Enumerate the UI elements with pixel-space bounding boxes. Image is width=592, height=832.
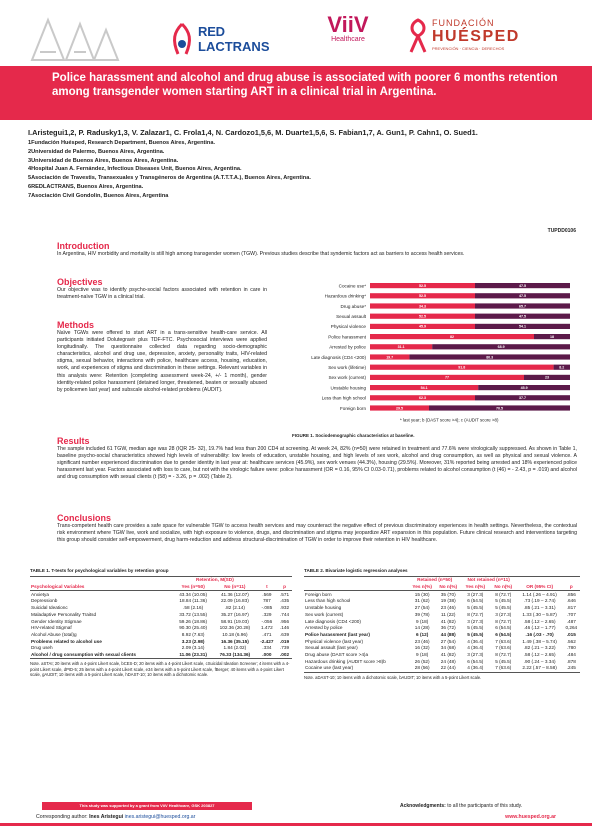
table-cell: 8.92 (7.63): [181, 631, 205, 637]
table-row: [30, 638, 292, 645]
table-cell: 5 (45.5): [495, 598, 512, 604]
table-cell: 44 (88): [440, 631, 456, 637]
table-cell: 2.09 (3.14): [181, 645, 205, 651]
table-cell: 41 (82): [440, 651, 456, 657]
corresponding-label: Corresponding author:: [36, 814, 88, 820]
table-row: [30, 625, 292, 632]
ribbon-icon: [408, 18, 428, 54]
category-label: Sex work (current): [328, 375, 366, 381]
affiliation: 5Asociación de Travestis, Transexuales y Transgéneros de Argentina (A.T.T.T.A.), Buenos Aires, Argentina.: [28, 175, 311, 182]
table-cell: 5 (45.5): [467, 605, 484, 611]
table-cell: .856: [566, 591, 576, 597]
data-label: 91.8: [458, 365, 466, 370]
table-2-grid: [304, 576, 580, 673]
table-header: OR (95% CI): [517, 584, 563, 591]
redlactrans-line2: LACTRANS: [198, 39, 270, 54]
table-cell: 24 (48): [440, 658, 456, 664]
table-row: [30, 618, 292, 625]
table-cell: 35 (70): [440, 591, 456, 597]
table-title: TABLE 2. Bivariate logistic regression analyses: [304, 568, 408, 573]
data-label: 52.5: [419, 283, 426, 288]
data-label: 82: [450, 334, 454, 339]
table-cell: 5 (45.5): [467, 625, 484, 631]
table-cell: 4 (36.4): [467, 645, 484, 651]
data-label: 37.7: [519, 396, 526, 401]
section-heading: Introduction: [57, 241, 110, 251]
row-label: Alcohol / drug consumption with sexual clients: [30, 652, 173, 659]
table-cell: .58 (2.16): [183, 605, 204, 611]
table-cell: 0,264: [565, 625, 578, 631]
table-cell: 90.30 (25.40): [179, 625, 208, 631]
huesped-fund: FUNDACIÓN: [432, 18, 495, 28]
table-cell: 58.91 (19.03): [220, 618, 249, 624]
table-header: Psychological Variables: [30, 584, 173, 591]
row-label: Unstable housing: [305, 605, 342, 611]
section-text: Naïve TGWs were offered to start ART in a trans-sensitive health-care service. All participants initiated Dolutegravir plus TDF-FTC. Psychosocial interviews were applied longitudinally. The questionnaire collected data regarding socio-demographic characteristics, alcohol and drug use, depression, anxiety, personality traits, HIV-related stigma, sexual behavior, interactions with police, healthcare access, housing, education, work, and experiences of stigma and discrimination in these settings. Relevant variables in this analysis were: Retention (completing assessment week-24, +/- 1 month), gender identity-related police harassment (detained longer, threatened, beaten or sexually abused by policemen last year) and subscale alcohol-related problems (AUDIT).: [57, 330, 267, 393]
table-cell: .73 (.19 – 2.74): [523, 598, 556, 604]
row-label: Late diagnosis (CD4 <200): [305, 618, 361, 624]
table-cell: .245: [563, 665, 580, 672]
introduction-section: [57, 241, 577, 258]
table-row: [304, 638, 580, 645]
table-cell: 1.49 (.38 – 5.74): [522, 638, 557, 644]
table-row: [304, 605, 580, 612]
table-row: [304, 652, 580, 659]
table-cell: .739: [279, 645, 290, 651]
data-label: 47.5: [519, 314, 526, 319]
viiv-wordmark: ViiV: [327, 12, 369, 37]
table-cell: .015: [566, 631, 576, 637]
table-row: [304, 645, 580, 652]
table-cell: 26 (52): [414, 658, 430, 664]
category-label: Foreign born: [339, 405, 366, 411]
affiliation: 7Asociación Civil Gondolin, Buenos Aires, Argentina: [28, 192, 169, 199]
table-cell: .571: [279, 591, 290, 597]
table-cell: 2.22 (.57 – 8.58): [517, 665, 563, 672]
table-cell: 8 (72.7): [495, 591, 512, 597]
table-row: [304, 632, 580, 639]
data-label: 62.3: [419, 396, 426, 401]
category-label: Late diagnosis (CD4 <200): [311, 354, 366, 360]
data-label: 29.5: [396, 406, 403, 411]
table-cell: .019: [279, 638, 290, 644]
category-label: Drug abuse*: [340, 303, 366, 309]
table-header: [304, 577, 409, 584]
website-link[interactable]: www.huesped.org.ar: [505, 814, 556, 820]
table-cell: 9 (18): [416, 651, 429, 657]
results-section: [57, 436, 577, 481]
table-cell: .956: [279, 618, 290, 624]
footer: [36, 814, 556, 820]
table-header: [257, 577, 277, 584]
table-cell: 10.18 (6.96): [222, 631, 248, 637]
data-label: 45.9: [419, 324, 426, 329]
section-text: Our objective was to identify psycho-social factors associated with retention in care in treatment-naïve TGW in a clinical trial.: [57, 287, 267, 301]
bottom-rule: [0, 823, 592, 826]
category-label: Police harassment: [328, 334, 366, 340]
table-cell: .146: [279, 625, 290, 631]
category-label: Unstable housing: [330, 385, 366, 391]
table-cell: 3.23 (2.98): [181, 638, 205, 644]
author-names: I.Aristegui1,2, P. Radusky1,3, V. Zalazar1, C. Frola1,4, N. Cardozo1,5,6, M. Duarte1,5,6, S. Fabian1,7, A. Gun1, P. Cahn1, O. Sued1.: [28, 128, 478, 137]
table-cell: 33.72 (13.55): [179, 611, 208, 617]
table-cell: .932: [279, 605, 290, 611]
ack-label: Acknowledgments:: [400, 803, 446, 809]
table-header: [304, 584, 409, 591]
table-cell: -2.427: [260, 638, 274, 644]
table-cell: 27 (54): [414, 605, 430, 611]
data-label: 68.9: [497, 345, 505, 350]
table-cell: 14 (28): [414, 625, 430, 631]
table-header: No n(%): [490, 584, 517, 591]
data-label: 77: [445, 375, 449, 380]
table-cell: 8 (72.7): [495, 618, 512, 624]
row-label: Sex work (current): [305, 611, 344, 617]
row-label: Suicidal Ideationc: [31, 605, 68, 611]
table-cell: 43.34 (10.05): [179, 591, 208, 597]
row-label: Arrested by police: [305, 625, 343, 631]
table-cell: 4 (36.4): [467, 638, 484, 644]
table-cell: .562: [566, 638, 576, 644]
huesped-main: HUÉSPED: [432, 28, 520, 45]
table-row: [304, 598, 580, 605]
table-cell: .85 (.21 – 3.31): [523, 605, 556, 611]
row-label: Problems related to alcohol use: [31, 638, 102, 644]
row-label: Maladaptive Personality Traitsd: [31, 611, 97, 617]
row-label: Depressionb: [31, 598, 58, 604]
table-cell: 5 (45.5): [467, 631, 484, 637]
row-label: Drug useh: [31, 645, 53, 651]
stacked-bar-chart: [272, 279, 580, 433]
table-cell: 3 (27.3): [495, 611, 512, 617]
acknowledgments: [400, 803, 522, 809]
table-cell: .878: [566, 658, 576, 664]
affiliation: 4Hospital Juan A. Fernández, Infectious Diseases Unit, Buenos Aires, Argentina.: [28, 166, 242, 173]
table-row: [30, 605, 292, 612]
table-row: [304, 591, 580, 598]
table-header: p: [563, 584, 580, 591]
data-label: 8.2: [559, 365, 565, 370]
table-cell: 1.84 (2.02): [223, 645, 247, 651]
table-header: [517, 577, 563, 584]
table-cell: .744: [279, 611, 290, 617]
table-cell: .707: [566, 611, 576, 617]
row-label: Police harassment (last year): [305, 631, 370, 637]
table-cell: 34 (68): [440, 645, 456, 651]
table-cell: .817: [566, 605, 576, 611]
data-label: 34.3: [419, 304, 426, 309]
category-label: Arrested by police: [329, 344, 366, 350]
table-header: No n(%): [436, 584, 461, 591]
data-label: 31.1: [397, 345, 405, 350]
table-header: Retention, M(SD): [173, 577, 256, 584]
table-cell: 102.36 (20.28): [219, 625, 251, 631]
table-cell: 35.27 (16.97): [220, 611, 249, 617]
poster-title: Police harassment and alcohol and drug abuse is associated with poorer 6 months retention among transgender women starting ART in a clinical trial in Argentina.: [52, 72, 558, 98]
table-cell: 6 (54.5): [495, 631, 512, 637]
table-cell: 41.36 (12.07): [220, 591, 249, 597]
viiv-sub: Healthcare: [331, 36, 365, 43]
table-cell: .16 (.03 - .70): [525, 631, 554, 637]
data-label: 47.5: [519, 294, 526, 299]
conclusions-section: [57, 513, 577, 544]
table-cell: 6 (54.5): [467, 598, 484, 604]
table-header: [30, 577, 173, 584]
table-header: Yes n(%): [461, 584, 490, 591]
table-cell: .329: [262, 611, 272, 617]
table-cell: 16.36 (35.15): [220, 638, 249, 644]
table-cell: 5 (45.5): [495, 605, 512, 611]
table-cell: 76.33 (134.36): [213, 652, 256, 659]
table-header: Yes (n=50): [173, 584, 213, 591]
ias-aids-logo: [26, 12, 124, 64]
table-cell: 15 (30): [414, 591, 430, 597]
table-cell: .639: [279, 631, 290, 637]
table-note: Note. aSTAI; 20 items with a 4-point Likert scale, bCES-D; 20 items with a 4-point Likert scale, cSuicidal Ideation Screener; 4 items with a 4-point Likert scale, dPID-5; 25 items with a 4-point Likert scale, e34 items with a 5-point Likert scale, fBerger; 40 items with a 4-point Likert scale, gAUDIT; 10 items with a 5-point Likert scale, hDAST-10; 10 items with a dichotomic scale.: [30, 661, 290, 678]
data-label: 47.5: [519, 283, 526, 288]
table-row: [304, 611, 580, 618]
table-cell: 8 (72.7): [495, 651, 512, 657]
category-label: Cocaine use*: [338, 283, 366, 289]
row-label: Hazardous drinking (AUDIT score >8)b: [305, 658, 386, 664]
table-cell: 18.84 (11.36): [179, 598, 207, 604]
ack-text: to all the participants of this study.: [447, 803, 523, 809]
category-label: Sexual assault: [336, 314, 366, 319]
table-row: [30, 632, 292, 639]
section-text: Trans-competent health care provides a safe space for vulnerable TGW to access health services and may counteract the negative effect of previous discriminatory experiences in health settings. Nevertheless, the contextual risk environment where TGW live, work and socialize, with high exposure to violence, drugs, and discrimination and stigma may jeopardize ART expansion in this population. Future clinical research and interventions targeting this group should consider self-empowerment, drug harm-reduction and address structural-discrimination of TGW in order to improve their retention in HIV healthcare.: [57, 523, 577, 544]
category-label: Sex work (lifetime): [328, 365, 366, 370]
table-cell: 9 (18): [416, 618, 429, 624]
chart-legend: * last year; b (DAST score >4); c (AUDIT score >8): [400, 417, 499, 423]
table-cell: 11.06 (23.31): [173, 652, 213, 659]
table-cell: 11 (22): [440, 611, 456, 617]
data-label: 23: [545, 375, 549, 380]
table-cell: .780: [566, 645, 576, 651]
row-label: Less than high school: [305, 598, 351, 604]
figure-1-chart: [272, 279, 580, 439]
table-row: [30, 598, 292, 605]
data-label: 54.1: [420, 385, 428, 390]
data-label: 19.7: [386, 355, 394, 360]
table-row: [30, 591, 292, 598]
category-label: Hazardous drinking*: [324, 293, 366, 299]
objectives-section: [57, 277, 267, 301]
data-label: 45.9: [520, 385, 528, 390]
poster-code: TUPDD0106: [547, 228, 576, 234]
table-cell: 19 (38): [440, 598, 456, 604]
table-cell: .82 (.21 – 3.22): [523, 645, 556, 651]
table-cell: .90 (.24 – 3.34): [523, 658, 556, 664]
table-cell: 16 (32): [414, 645, 430, 651]
data-label: 54.1: [519, 324, 526, 329]
data-label: 80.3: [486, 355, 494, 360]
table-cell: .334: [262, 645, 272, 651]
table-row: [304, 625, 580, 632]
table-cell: 4 (36.4): [461, 665, 490, 672]
table-cell: .569: [262, 591, 272, 597]
table-cell: 1.33 (.30 – 5.87): [522, 611, 557, 617]
row-label: Sexual assault (last year): [305, 645, 358, 651]
table-cell: 7 (63.6): [495, 638, 512, 644]
table-cell: 36 (72): [440, 625, 456, 631]
data-label: 52.5: [419, 294, 426, 299]
table-cell: 39 (78): [414, 611, 430, 617]
table-cell: 23 (46): [414, 638, 430, 644]
table-header: t: [257, 584, 277, 591]
title-banner: [0, 66, 592, 120]
table-header: No (n=11): [213, 584, 256, 591]
section-heading: Methods: [57, 320, 94, 330]
table-cell: 59.26 (18.86): [179, 618, 208, 624]
table-note: Note. aDAST-10; 10 items with a dichotomic scale, bAUDIT; 10 items with a 5-point Likert scale.: [304, 674, 482, 680]
table-cell: 6 (54.5): [467, 658, 484, 664]
table-cell: .82 (2.14): [224, 605, 245, 611]
table-title: TABLE 1. T-tests for psychological variables by retention group: [30, 568, 169, 573]
table-cell: 3 (27.3): [467, 651, 484, 657]
viiv-logo: [318, 14, 378, 62]
table-row: [30, 652, 292, 659]
row-label: HIV-related Stigmaf: [31, 625, 72, 631]
table-cell: .646: [566, 598, 576, 604]
data-label: 65.7: [519, 304, 526, 309]
table-cell: 28 (56): [409, 665, 436, 672]
methods-section: [57, 320, 267, 394]
table-cell: 8 (72.7): [467, 611, 484, 617]
table-2: [304, 568, 580, 680]
table-cell: -.056: [261, 618, 273, 624]
authors-block: [28, 128, 580, 201]
table-cell: 3 (27.3): [467, 591, 484, 597]
redlactrans-line1: RED: [198, 24, 225, 39]
table-cell: 3 (27.3): [467, 618, 484, 624]
table-cell: 1.14 (.26 – 4.91): [522, 591, 557, 597]
table-cell: 27 (54): [440, 638, 456, 644]
table-cell: 5 (45.5): [495, 658, 512, 664]
table-row: [30, 645, 292, 652]
support-bar: This study was supported by a grant from ViiV Healthcare, GSK 203827: [42, 802, 252, 810]
table-row: [304, 665, 580, 672]
table-header: [277, 577, 292, 584]
table-header: Not retained (n=11): [461, 577, 517, 584]
table-cell: .58 (.12 – 2.65): [523, 651, 556, 657]
row-label: Gender Identity Stigmae: [31, 618, 82, 624]
table-cell: .58 (.12 – 2.65): [523, 618, 556, 624]
table-cell: .002: [277, 652, 292, 659]
table-cell: .471: [262, 631, 272, 637]
affiliation: 2Universidad de Palermo, Buenos Aires, Argentina.: [28, 148, 165, 155]
section-text: The sample included 61 TGW, median age was 28 (IQR 25- 32), 19.7% had less than 200 CD4 at screening. At week 24, 82% (n=50) were retained in treatment and 77.6% were virologically suppressed. As shown in Table 1, baseline psycho-social characteristics showed high levels of vulnerability: low levels of education, unstable housing, and high levels of sex work, alcohol and drug consumption, as well as physical and sexual violence. A significant number experienced discrimination due to gender identity in last year at: healthcare services (45.9%), sex work venues (44.3%), housing (29.5%). Moreover, 31% reported being arrested and 18% experienced police harassment last year. Factors associated with loss to care, but not with the virologic failure were: police harassment (OR = 0.16, 95% CI 0.03-0.71), problems related to alcohol consumption (t (46) = - 2.43, p = .019) and alcohol and drug consumption with sexual clients (t (58) = - 3.26, p = .002) (Table 2).: [57, 446, 577, 481]
table-row: [304, 618, 580, 625]
affiliation: 3Universidad de Buenos Aires, Buenos Aires, Argentina.: [28, 157, 179, 164]
table-cell: .000: [257, 652, 277, 659]
table-cell: 6 (12): [416, 631, 429, 637]
data-label: 52.5: [419, 314, 426, 319]
table-cell: 6 (54.5): [495, 625, 512, 631]
logo-bar: [0, 8, 592, 66]
section-text: In Argentina, HIV morbidity and mortality is still high among transgender women (TGW). Previous studies describe that syndemic factors act as barriers to access health services.: [57, 251, 465, 257]
table-cell: 22.09 (16.83): [220, 598, 249, 604]
row-label: Drug abuse (DAST score >4)a: [305, 651, 369, 657]
category-label: Less than high school: [321, 395, 366, 401]
affiliation: 1Fundación Huésped, Research Department, Buenos Aires, Argentina.: [28, 140, 216, 146]
table-header: p: [277, 584, 292, 591]
row-label: Alcohol Abuse (total)g: [31, 631, 77, 637]
data-label: 18: [550, 334, 554, 339]
affiliation: 6REDLACTRANS, Buenos Aires, Argentina.: [28, 183, 144, 190]
huesped-tag: PREVENCIÓN · CIENCIA · DERECHOS: [432, 46, 505, 51]
table-cell: 22 (44): [436, 665, 461, 672]
table-1-grid: [30, 576, 292, 659]
table-cell: .435: [279, 598, 290, 604]
table-cell: 787: [262, 598, 271, 604]
corresponding-name: Ines Aristegui: [89, 814, 124, 820]
table-row: [304, 658, 580, 665]
figure-caption: FIGURE 1. Sociodemographic characteristics at baseline.: [292, 433, 415, 438]
data-label: 70.5: [496, 406, 503, 411]
table-1: [30, 568, 292, 677]
row-label: Anxietya: [31, 591, 49, 597]
table-cell: 41 (82): [440, 618, 456, 624]
table-cell: .487: [566, 618, 576, 624]
table-row: [30, 611, 292, 618]
category-label: Physical violence: [330, 324, 366, 330]
table-cell: -.085: [261, 605, 273, 611]
redlactrans-logo: [168, 20, 268, 60]
corresponding-email[interactable]: ines.aristegui@huesped.org.ar: [124, 814, 196, 820]
table-cell: 23 (46): [440, 605, 456, 611]
table-cell: 7 (63.6): [490, 665, 517, 672]
table-header: Yes n(%): [409, 584, 436, 591]
row-label: Physical violence (last year): [305, 638, 364, 644]
table-cell: 31 (62): [414, 598, 430, 604]
huesped-logo: [408, 14, 558, 62]
section-heading: Conclusions: [57, 513, 112, 523]
table-cell: .46 (.12 – 1.77): [523, 625, 556, 631]
row-label: Cocaine use (last year): [304, 665, 409, 672]
table-header: [563, 577, 580, 584]
table-cell: 7 (63.6): [495, 645, 512, 651]
table-cell: .484: [566, 651, 576, 657]
table-header: Retained (n=50): [409, 577, 461, 584]
section-heading: Results: [57, 436, 90, 446]
section-heading: Objectives: [57, 277, 103, 287]
table-cell: 1.472: [260, 625, 273, 631]
row-label: Foreign born: [305, 591, 332, 597]
